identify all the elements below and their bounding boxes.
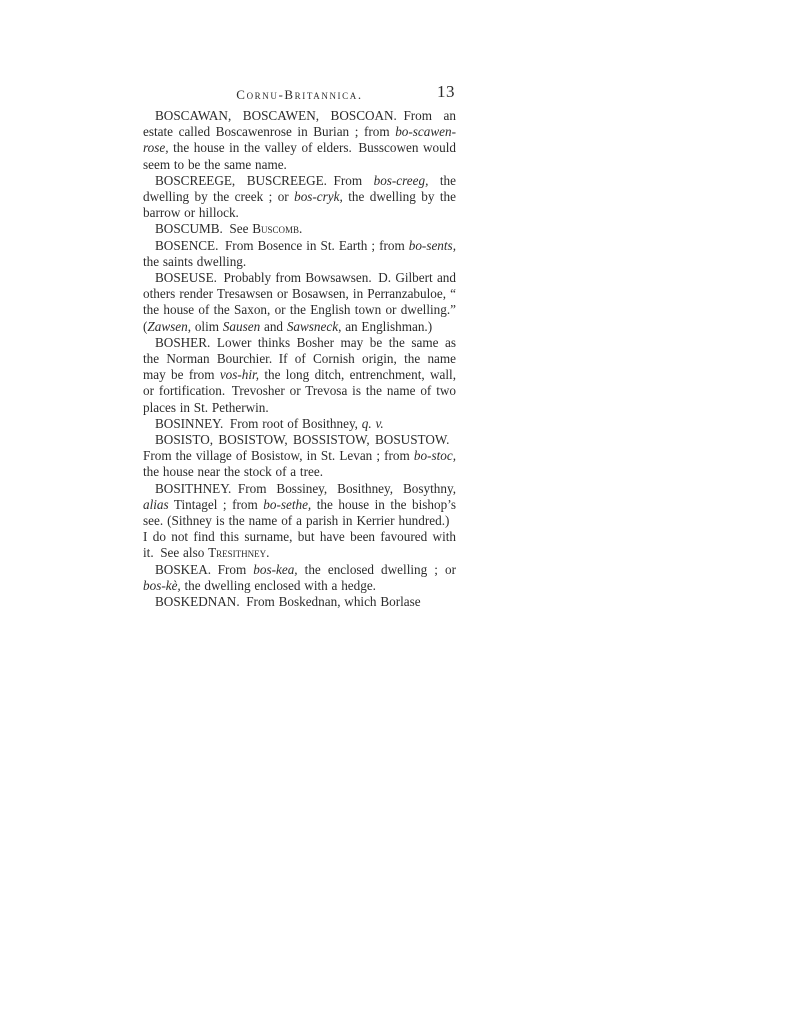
page-number: 13 <box>437 82 455 101</box>
italic-text: Sawsneck <box>286 318 339 334</box>
paragraph <box>143 221 456 237</box>
paragraph <box>143 270 456 335</box>
body-text: the dwelling by the creek ; or <box>143 172 456 205</box>
paragraph <box>143 481 456 562</box>
body-text: the enclosed dwelling ; or <box>297 561 456 577</box>
body-text: the house near the stock of a tree. <box>143 464 323 480</box>
body-text: BOSINNEY. From root of Bosithney, <box>155 415 362 431</box>
italic-text: bos-creeg, <box>373 172 429 188</box>
paragraph <box>143 416 456 432</box>
body-text: BOSKEDNAN. From Boskednan, which Borlase <box>155 594 421 610</box>
body-text: . <box>266 545 270 561</box>
body-text: Tintagel ; from <box>168 496 264 512</box>
body-text: and <box>260 318 287 334</box>
body-text: BOSEUSE. Probably from Bowsawsen. D. Gilbert and others render Tresawsen or Bosawsen, in Perranzabuloe, “ the house of the Saxon, or the English town or dwelling.” ( <box>143 270 456 334</box>
small-caps-text: Tresithney <box>208 545 267 561</box>
italic-text: alias <box>143 496 169 512</box>
paragraph <box>143 335 456 416</box>
small-caps-text: Buscomb <box>252 221 300 237</box>
body-text: the dwelling enclosed with a hedge. <box>180 577 376 593</box>
body-text: , an Englishman.) <box>338 318 433 334</box>
paragraph <box>143 562 456 594</box>
paragraph <box>143 173 456 222</box>
italic-text: bos-kea, <box>253 561 298 577</box>
paragraph <box>143 238 456 270</box>
body-text: BOSHER. Lower thinks Bosher may be the same as the Norman Bourchier. If of Cornish origin, the name may be from <box>143 334 456 383</box>
body-text: the saints dwelling. <box>143 253 247 269</box>
paragraph <box>143 108 456 173</box>
body-text: BOSENCE. From Bosence in St. Earth ; from <box>155 237 409 253</box>
body-text: BOSCREEGE, BUSCREEGE. From <box>155 172 374 188</box>
body-text: the dwelling by the barrow or hillock. <box>143 189 456 221</box>
italic-text: bo-sents, <box>408 237 456 253</box>
paragraph <box>143 594 456 610</box>
text-body <box>143 108 456 610</box>
body-text: BOSCAWAN, BOSCAWEN, BOSCOAN. From an estate called Boscawenrose in Burian ; from <box>143 108 456 140</box>
running-head-title: Cornu-Britannica. <box>236 87 363 102</box>
body-text: BOSKEA. From <box>155 561 254 577</box>
body-text: BOSCUMB. See <box>155 221 253 237</box>
body-text: BOSISTO, BOSISTOW, BOSSISTOW, BOSUSTOW. From the village of Bosistow, in St. Levan ; from <box>143 432 456 464</box>
body-text: . <box>299 221 303 237</box>
italic-text: bo-stoc, <box>413 448 456 464</box>
italic-text: bo-scawen-rose, <box>143 124 456 156</box>
italic-text: bo-sethe, <box>263 496 312 512</box>
italic-text: Zawsen <box>147 318 188 334</box>
body-text: the house in the valley of elders. Busscowen would seem to be the same name. <box>143 140 456 172</box>
italic-text: bos-kè, <box>143 577 181 593</box>
body-text: the house in the bishop’s see. (Sithney is the name of a parish in Kerrier hundred.) I do not find this surname, but have been favoured with it. See also <box>143 496 456 561</box>
running-head <box>143 82 456 102</box>
body-text: the long ditch, entrenchment, wall, or fortification. Trevosher or Trevosa is the name of two places in St. Petherwin. <box>143 367 456 415</box>
body-text: BOSITHNEY. From Bossiney, Bosithney, Bosythny, <box>155 480 456 496</box>
body-text: , olim <box>187 318 223 334</box>
page-content <box>143 82 456 610</box>
italic-text: bos-cryk, <box>294 189 343 205</box>
italic-text: q. v. <box>361 415 384 431</box>
paragraph <box>143 432 456 481</box>
italic-text: vos-hir, <box>219 367 260 383</box>
italic-text: Sausen <box>222 318 261 334</box>
